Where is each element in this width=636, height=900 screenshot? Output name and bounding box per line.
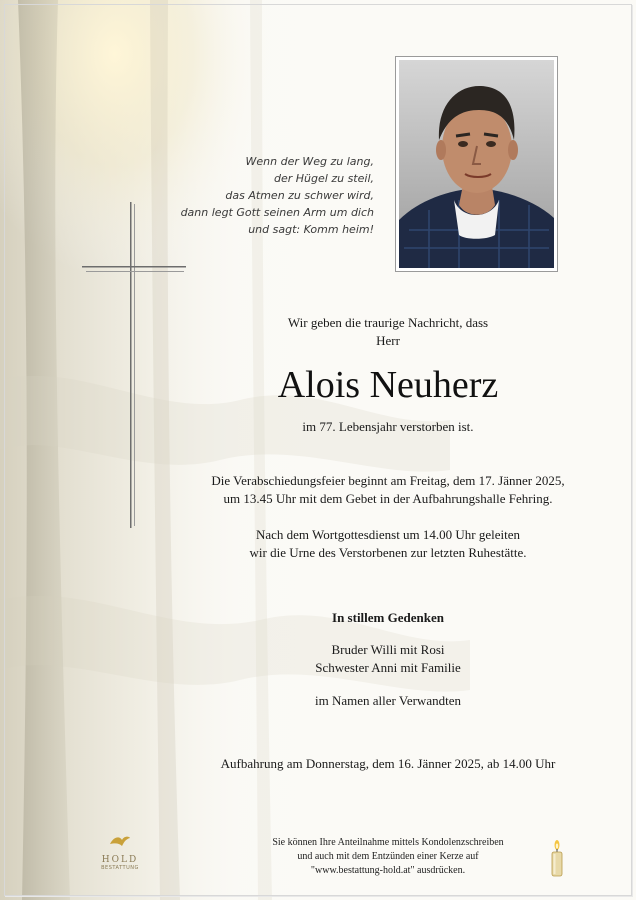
viewing-info: Aufbahrung am Donnerstag, dem 16. Jänner 2025, ab 14.00 Uhr [220, 756, 556, 771]
relatives-line: im Namen aller Verwandten [315, 693, 461, 708]
condolence-note [230, 836, 546, 878]
mourners-list [170, 641, 606, 677]
mourner: Bruder Willi mit Rosi [331, 642, 445, 657]
ceremony-line: um 13.45 Uhr mit dem Gebet in der Aufbahrungshalle Fehring. [223, 491, 553, 506]
age-line: im 77. Lebensjahr verstorben ist. [302, 419, 474, 434]
portrait-photo [399, 60, 554, 268]
announcement-intro [170, 314, 606, 350]
intro-line: Wir geben die traurige Nachricht, dass [287, 315, 489, 330]
poem-line: der Hügel zu steil, [274, 172, 374, 185]
candle-icon [548, 838, 566, 878]
ceremony-line: Die Verabschiedungsfeier beginnt am Freitag, dem 17. Jänner 2025, [211, 473, 565, 488]
urn-info [170, 526, 606, 562]
ceremony-info [170, 472, 606, 508]
footer-line: "www.bestattung-hold.at" ausdrücken. [310, 865, 466, 876]
bird-icon [108, 834, 132, 848]
poem-line: dann legt Gott seinen Arm um dich [180, 206, 374, 219]
memory-heading: In stillem Gedenken [332, 610, 444, 625]
footer-line: Sie können Ihre Anteilnahme mittels Kondolenzschreiben [272, 837, 504, 848]
deceased-name: Alois Neuherz [277, 364, 499, 406]
poem-line: das Atmen zu schwer wird, [225, 189, 374, 202]
urn-line: wir die Urne des Verstorbenen zur letzten Ruhestätte. [249, 545, 527, 560]
logo-title: HOLD [101, 855, 139, 865]
logo-subtitle: BESTATTUNG [101, 865, 139, 871]
mourner: Schwester Anni mit Familie [315, 660, 461, 675]
funeral-home-logo [96, 834, 144, 871]
urn-line: Nach dem Wortgottesdienst um 14.00 Uhr geleiten [255, 527, 521, 542]
footer-line: und auch mit dem Entzünden einer Kerze auf [297, 851, 479, 862]
intro-title: Herr [376, 333, 400, 348]
poem-line: und sagt: Komm heim! [248, 223, 374, 236]
portrait-frame [395, 56, 558, 272]
poem-line: Wenn der Weg zu lang, [245, 155, 374, 168]
